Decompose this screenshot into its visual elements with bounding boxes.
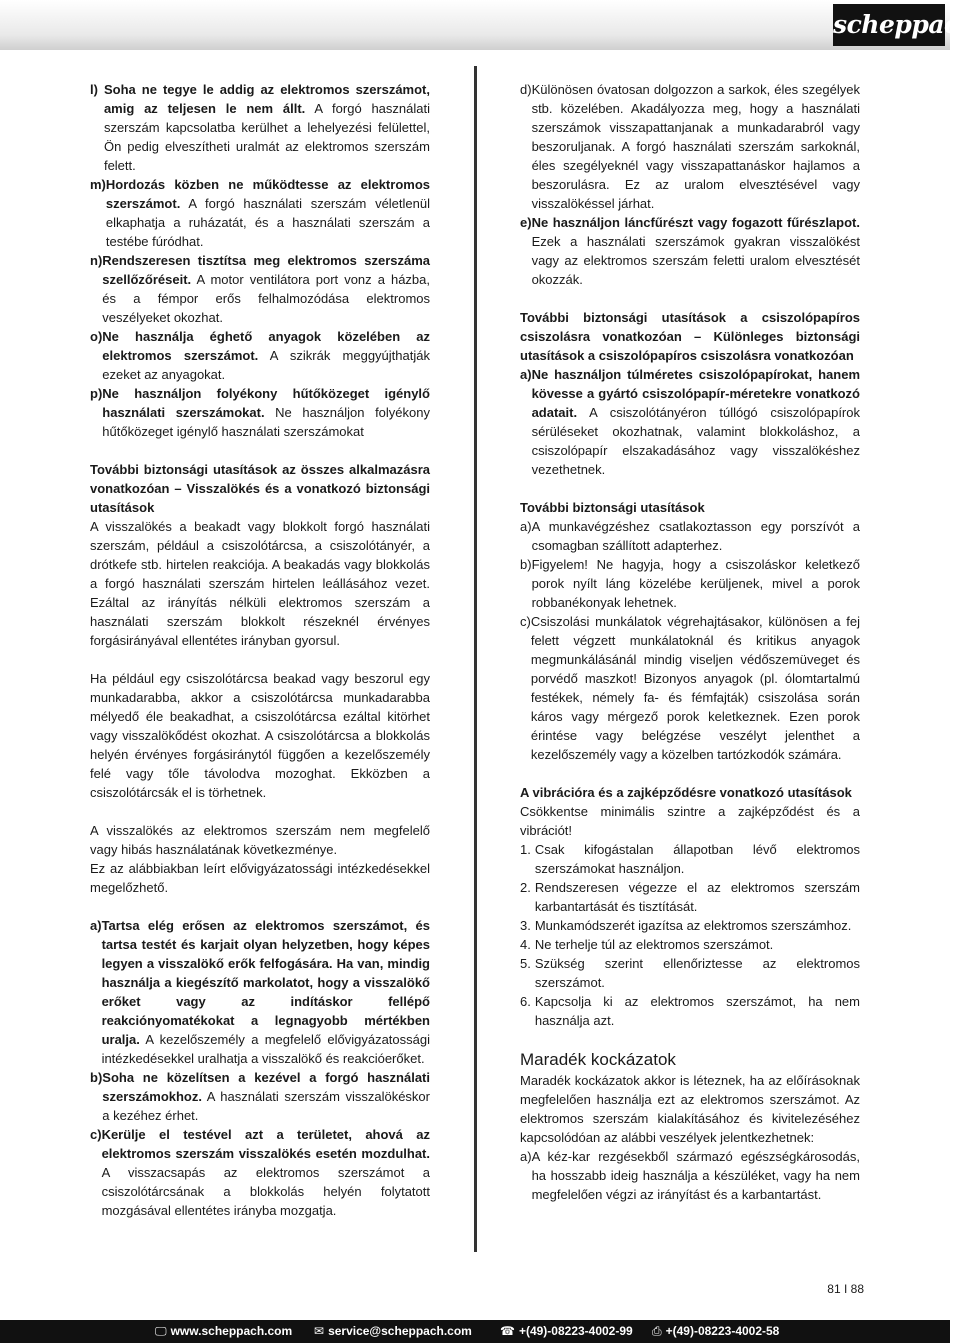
item-text: A csiszolótányéron túllógó csiszolópapírok sérüléseket okozhatnak, valamint blokkoláshoz, a csiszolópapír elszakadásához vagy visszalökéshez vezethetnek. — [531, 405, 860, 477]
item-label: a) — [520, 519, 532, 534]
section-heading-kickback: További biztonsági utasítások az összes alkalmazásra vonatkozóan – Visszalökés és a vonatkozó biztonsági utasítások — [90, 462, 430, 515]
item-text: Ne használjon folyékony hűtőközeget igénylő használati szerszámokat — [102, 405, 430, 439]
paragraph: A visszalökés a beakadt vagy blokkolt forgó használati szerszám, például a csiszolótárcsa, a csiszolótányér, a drótkefe stb. hirtelen reakciója. A beakadás vagy blokkolás a forgó használati szerszám hirtelen leállásához vezet. Ezáltal az irányítás nélküli elektromos szerszám a használati szerszám blokkolt részeknél érvényes forgásirányával ellentétes irányban gyorsul. — [90, 519, 430, 648]
item-bold: Soha ne tegye le addig az elektromos szerszámot, amig az teljesen le nem állt. — [103, 82, 430, 116]
footer-phone-text: +(49)-08223-4002-99 — [518, 1324, 633, 1338]
item-text: A szikrák meggyújthatják ezeket az anyagokat. — [102, 348, 430, 382]
section-heading-vibration: A vibrációra és a zajképződésre vonatkozó utasítások — [520, 785, 852, 800]
item-label: b) — [90, 1070, 103, 1085]
item-text: A kéz-kar rezgésekből származó egészségkárosodás, ha hosszabb ideig használja a készüléket, vagy ha nem megfelelően végzi az irányítást és a karbantartást. — [531, 1149, 860, 1202]
list-item-c — [90, 1125, 430, 1220]
item-label: a) — [520, 367, 532, 382]
item-label: 2. — [520, 880, 531, 895]
item-text: Csak kifogástalan állapotban lévő elektromos szerszámokat használjon. — [534, 842, 860, 876]
footer-website-text: www.scheppach.com — [170, 1324, 293, 1338]
item-label: a) — [90, 918, 102, 933]
paragraph: Ha például egy csiszolótárcsa beakad vagy beszorul egy munkadarabba, akkor a csiszolótárcsa munkadarabba mélyedő éle beakadhat, a csiszolótárcsa ezáltal kitörhet vagy visszalökődést okozhat. A csiszolótárcsa a blokkolás helyén érvényes forgásiránytól függően a kezelőszemély felé vagy tőle távolodva mozoghat. Ekközben a csiszolótárcsák el is törhetnek. — [90, 671, 430, 800]
list-item-sanding-a — [520, 365, 860, 479]
item-bold: Rendszeresen tisztítsa meg elektromos szerszáma szellőzőréseit. — [102, 253, 430, 287]
item-text: A motor ventilátora port vonz a házba, és a fémpor erős felhalmozódása elektromos veszélyeket okozhat. — [102, 272, 430, 325]
item-label: 1. — [520, 842, 531, 857]
item-bold: Hordozás közben ne működtesse az elektromos szerszámot. — [105, 177, 430, 211]
brand-logo: scheppach — [833, 4, 945, 46]
list-item-additional-a — [520, 517, 860, 555]
paragraph: Ez az alábbiakban leírt elővigyázatossági intézkedésekkel megelőzhető. — [90, 861, 430, 895]
item-label: l) — [90, 82, 98, 97]
paragraph: A visszalökés az elektromos szerszám nem megfelelő vagy hibás használatának következménye. — [90, 823, 430, 857]
section-heading-sanding: További biztonsági utasítások a csiszolópapíros csiszolásra vonatkozóan – Különleges biztonsági utasítások a csiszolópapíros csiszolásra vonatkozóan — [520, 310, 860, 363]
item-text: Kapcsolja ki az elektromos szerszámot, ha nem használja azt. — [534, 994, 860, 1028]
footer-website[interactable] — [155, 1320, 292, 1343]
footer-fax — [652, 1320, 779, 1343]
section-heading-additional: További biztonsági utasítások — [520, 500, 705, 515]
right-column — [520, 80, 860, 1204]
item-text: A forgó használati szerszám véletlenül elkaphatja a ruházatát, és a használati szerszám a testébe fúródhat. — [105, 196, 430, 249]
item-bold: Soha ne közelítsen a kezével a forgó használati szerszámokhoz. — [102, 1070, 430, 1104]
item-text: Figyelem! Ne hagyja, hogy a csiszoláskor keletkező porok nyílt láng közelébe kerüljenek, mivel a porok robbanékonyak lehetnek. — [531, 557, 860, 610]
item-label: 3. — [520, 918, 531, 933]
section-title-residual-risks: Maradék kockázatok — [520, 1050, 676, 1069]
item-text: A munkavégzéshez csatlakoztasson egy porszívót a csomagban szállított adapterhez. — [531, 519, 860, 553]
footer-email-text: service@scheppach.com — [328, 1324, 472, 1338]
item-label: 4. — [520, 937, 531, 952]
item-text: Csiszolási munkálatok végrehajtásakor, különösen a fej felett végzett munkálatoknál és kritikus anyagok megmunkálásánál mindig viseljen védőszemüveget és porvédő maszkot! Bizonyos anyagok (pl. ólomtartalmú festékek, némely fa- és fémfajták) csiszolása során káros vagy mérgező porok keletkeznek. Ezen porok érintése vagy belégzése veszélyt jelenthet a kezelőszemély vagy a közelben tartózkodók számára. — [530, 614, 860, 762]
mail-icon: ✉ — [314, 1324, 325, 1338]
item-text: Ezek a használati szerszámok gyakran visszalökést vagy az elektromos szerszám feletti uralom elvesztését okozzák. — [531, 234, 860, 287]
footer-bar — [0, 1320, 950, 1343]
list-item-vib-3 — [520, 916, 860, 935]
item-label: p) — [90, 386, 103, 401]
list-item-e — [520, 213, 860, 289]
item-label: c) — [90, 1127, 102, 1142]
paragraph: Csökkentse minimális szintre a zajképződést és a vibrációt! — [520, 804, 860, 838]
item-text: Szükség szerint ellenőriztesse az elektromos szerszámot. — [534, 956, 860, 990]
list-item-l — [90, 80, 430, 175]
list-item-additional-b — [520, 555, 860, 612]
list-item-o — [90, 327, 430, 384]
item-text: A kezelőszemély a megfelelő elővigyázatossági intézkedésekkel uralhatja a visszalökő és reakcióerőket. — [101, 1032, 430, 1066]
list-item-a — [90, 916, 430, 1068]
list-item-additional-c — [520, 612, 860, 764]
item-label: a) — [520, 1149, 532, 1164]
list-item-vib-2 — [520, 878, 860, 916]
footer-email[interactable] — [314, 1320, 472, 1343]
item-text: Rendszeresen végezze el az elektromos szerszám karbantartását és tisztítását. — [534, 880, 860, 914]
item-text: A visszacsapás az elektromos szerszámot a csiszolótárcsának a blokkolás helyén folytatott mozgásával ellentétes irányba mozgatja. — [101, 1165, 430, 1218]
item-text: Ne terhelje túl az elektromos szerszámot. — [534, 937, 774, 952]
paragraph: Maradék kockázatok akkor is léteznek, ha az előírásoknak megfelelően használja ezt az elektromos szerszámot. Az elektromos szerszám kialakításához és kivitelezéséhez kapcsolódóan az alábbi veszélyek jelentkezhetnek: — [520, 1073, 860, 1145]
list-item-vib-6 — [520, 992, 860, 1030]
item-bold: Ne használjon folyékony hűtőközeget igénylő használati szerszámokat. — [102, 386, 430, 420]
item-label: b) — [520, 557, 532, 572]
list-item-n — [90, 251, 430, 327]
item-label: o) — [90, 329, 103, 344]
item-text: Különösen óvatosan dolgozzon a sarkok, éles szegélyek stb. közelében. Akadályozza meg, hogy a használati szerszámok visszapattanjanak a munkadarabról vagy beszoruljanak. A forgó használati szerszám sarkoknál, éles szegélyeknél vagy visszapattanáskor hajlamos a beszorulásra. Ez az uralom elvesztésével vagy visszalökéssel járhat. — [531, 82, 860, 211]
list-item-d — [520, 80, 860, 213]
item-bold: Kerülje el testével azt a területet, ahová az elektromos szerszám visszalökés esetén mozdulhat. — [101, 1127, 430, 1161]
column-divider — [474, 66, 477, 1252]
list-item-b — [90, 1068, 430, 1125]
item-label: c) — [520, 614, 531, 629]
item-text: A forgó használati szerszám kapcsolatba kerülhet a lehelyezési felülettel, Ön pedig elveszítheti uralmát az elektromos szerszám felett. — [103, 101, 430, 173]
item-label: e) — [520, 215, 532, 230]
item-label: 6. — [520, 994, 531, 1009]
list-item-p — [90, 384, 430, 441]
left-column — [90, 80, 430, 1220]
item-bold: Tartsa elég erősen az elektromos szerszámot, és tartsa testét és karjait olyan helyzetben, hogy képes legyen a visszalökő erők felfogására. Ha van, mindig használja a kiegészítő markolatot, hogy a visszalökő erőket vagy az indításkor fellépő reakciónyomatékokat a legnagyobb mértékben uralja. — [101, 918, 430, 1047]
list-item-residual-a — [520, 1147, 860, 1204]
fax-icon: ⎙ — [652, 1324, 662, 1338]
item-label: 5. — [520, 956, 531, 971]
item-text: Munkamódszerét igazítsa az elektromos szerszámhoz. — [534, 918, 852, 933]
item-label: n) — [90, 253, 103, 268]
item-text: A használati szerszám visszalökéskor a kezéhez érhet. — [102, 1089, 430, 1123]
item-bold: Ne használjon láncfűrészt vagy fogazott fűrészlapot. — [531, 215, 860, 230]
phone-icon: ☎ — [500, 1324, 515, 1338]
footer-phone[interactable] — [500, 1320, 633, 1343]
list-item-vib-4 — [520, 935, 860, 954]
item-label: m) — [90, 177, 106, 192]
footer-fax-text: +(49)-08223-4002-58 — [665, 1324, 780, 1338]
monitor-icon: 🖵 — [155, 1324, 167, 1338]
list-item-m — [90, 175, 430, 251]
item-bold: Ne használjon túlméretes csiszolópapírokat, hanem kövesse a gyártó csiszolópapír-méretekre vonatkozó adatait. — [531, 367, 860, 420]
page-number: 81 I 88 — [827, 1282, 864, 1296]
item-label: d) — [520, 82, 532, 97]
item-bold: Ne használja éghető anyagok közelében az elektromos szerszámot. — [102, 329, 430, 363]
header-bar — [0, 0, 976, 50]
list-item-vib-1 — [520, 840, 860, 878]
list-item-vib-5 — [520, 954, 860, 992]
